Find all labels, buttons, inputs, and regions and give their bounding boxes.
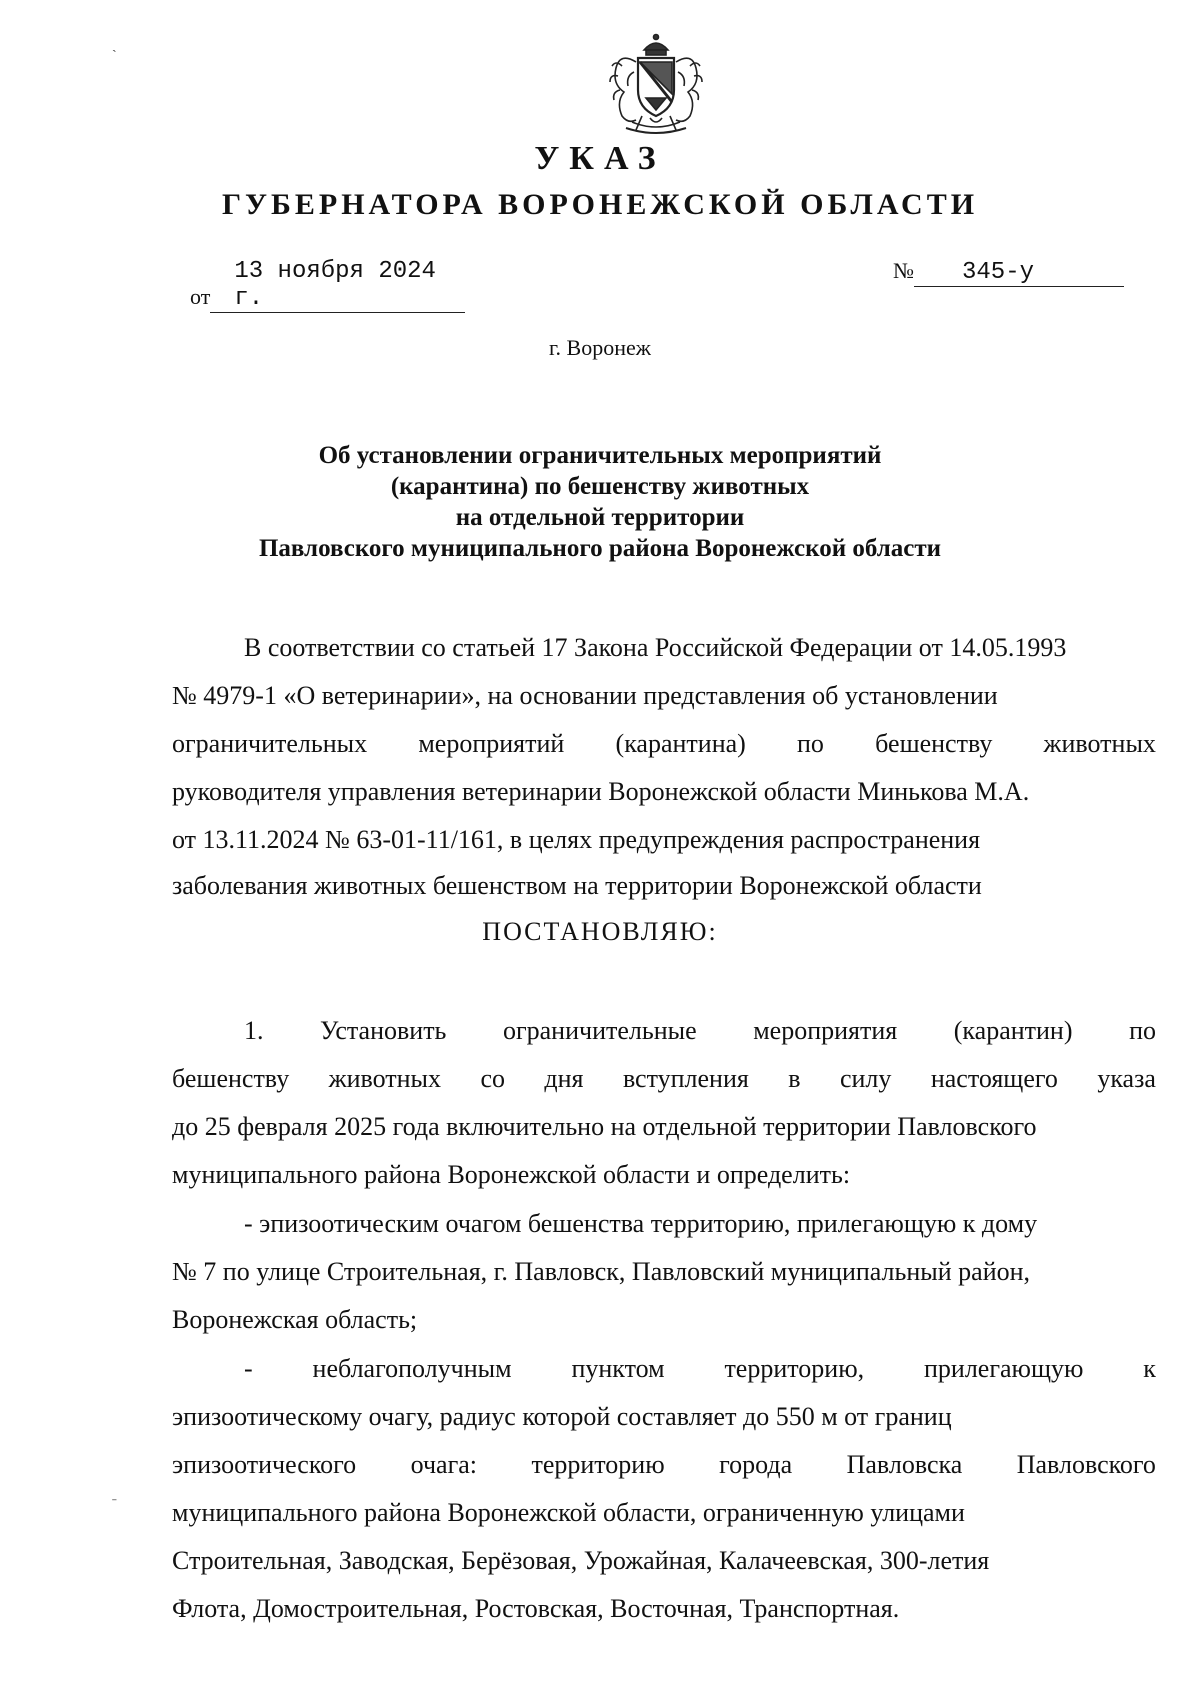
word: силу (839, 1064, 892, 1093)
heading-line: на отдельной территории (455, 504, 745, 531)
bullet-line: муниципального района Воронежской области, ограниченную улицами (172, 1498, 965, 1527)
word: очага: (410, 1450, 477, 1479)
item-line: до 25 февраля 2025 года включительно на отдельной территории Павловского (172, 1112, 1037, 1141)
date-value: 13 ноября 2024 г. (210, 258, 465, 313)
document-subtitle: ГУБЕРНАТОРА ВОРОНЕЖСКОЙ ОБЛАСТИ (221, 188, 979, 221)
word: - (244, 1354, 253, 1383)
bullet-line: Строительная, Заводская, Берёзовая, Урожайная, Калачеевская, 300-летия (172, 1546, 990, 1575)
word: пунктом (571, 1354, 665, 1383)
word: города (719, 1450, 793, 1479)
bullet-line: № 7 по улице Строительная, г. Павловск, Павловский муниципальный район, (172, 1257, 1031, 1286)
word: бешенству (172, 1064, 290, 1093)
word: животных (1043, 729, 1156, 758)
number-line (893, 258, 1124, 287)
word: животных (328, 1064, 442, 1093)
word: ограничительных (172, 729, 368, 758)
word: мероприятий (418, 729, 565, 758)
bullet-line: Воронежская область; (172, 1305, 418, 1334)
word: неблагополучным (312, 1354, 512, 1383)
preamble-line: руководителя управления ветеринарии Воронежской области Минькова М.А. (172, 777, 1030, 806)
word: Павловского (1016, 1450, 1156, 1479)
item-line (244, 1016, 1156, 1046)
bullet-line: - эпизоотическим очагом бешенства территорию, прилегающую к дому (244, 1209, 1038, 1238)
word: территорию (531, 1450, 665, 1479)
word: (карантин) (953, 1016, 1073, 1045)
item-line (172, 1064, 1156, 1094)
word: эпизоотического (172, 1450, 357, 1479)
word: указа (1097, 1064, 1156, 1093)
scan-speck: ˎ (112, 38, 117, 53)
word: бешенству (875, 729, 993, 758)
word: настоящего (930, 1064, 1058, 1093)
word: территорию, (724, 1354, 865, 1383)
bullet-line: Флота, Домостроительная, Ростовская, Восточная, Транспортная. (172, 1594, 900, 1623)
word: в (788, 1064, 801, 1093)
word: дня (544, 1064, 584, 1093)
word: по (797, 729, 824, 758)
preamble-line: № 4979-1 «О ветеринарии», на основании представления об установлении (172, 681, 998, 710)
number-prefix: № (893, 258, 914, 283)
preamble-line: В соответствии со статьей 17 Закона Российской Федерации от 14.05.1993 (244, 633, 1067, 662)
date-prefix: от (190, 284, 211, 309)
city-label: г. Воронеж (549, 335, 651, 360)
word: по (1129, 1016, 1156, 1045)
word: прилегающую (924, 1354, 1084, 1383)
heading-line: Павловского муниципального района Воронежской области (258, 535, 942, 562)
coat-of-arms-emblem (606, 32, 706, 144)
word: (карантина) (615, 729, 746, 758)
bullet-line: эпизоотическому очагу, радиус которой составляет до 550 м от границ (172, 1402, 952, 1431)
bullet-line (172, 1450, 1156, 1480)
heading-line: Об установлении ограничительных мероприятий (318, 442, 882, 469)
word: вступления (622, 1064, 749, 1093)
word: ограничительные (502, 1016, 697, 1045)
word: 1. (244, 1016, 264, 1045)
word: Павловска (846, 1450, 963, 1479)
decree-heading (0, 440, 1200, 564)
preamble-line (172, 729, 1156, 759)
item-line: муниципального района Воронежской области и определить: (172, 1160, 851, 1189)
word: Установить (320, 1016, 447, 1045)
date-line (190, 258, 465, 313)
heading-line: (карантина) по бешенству животных (390, 473, 810, 500)
word: со (480, 1064, 505, 1093)
bullet-line (244, 1354, 1156, 1384)
word: к (1143, 1354, 1156, 1383)
preamble-line: от 13.11.2024 № 63-01-11/161, в целях предупреждения распространения (172, 825, 981, 854)
preamble-line: заболевания животных бешенством на территории Воронежской области (172, 871, 982, 900)
document-title: УКАЗ (534, 140, 666, 177)
number-value: 345-у (914, 259, 1124, 287)
decree-word: ПОСТАНОВЛЯЮ: (482, 917, 718, 946)
scan-speck: ˉ (112, 1497, 117, 1512)
word: мероприятия (753, 1016, 898, 1045)
